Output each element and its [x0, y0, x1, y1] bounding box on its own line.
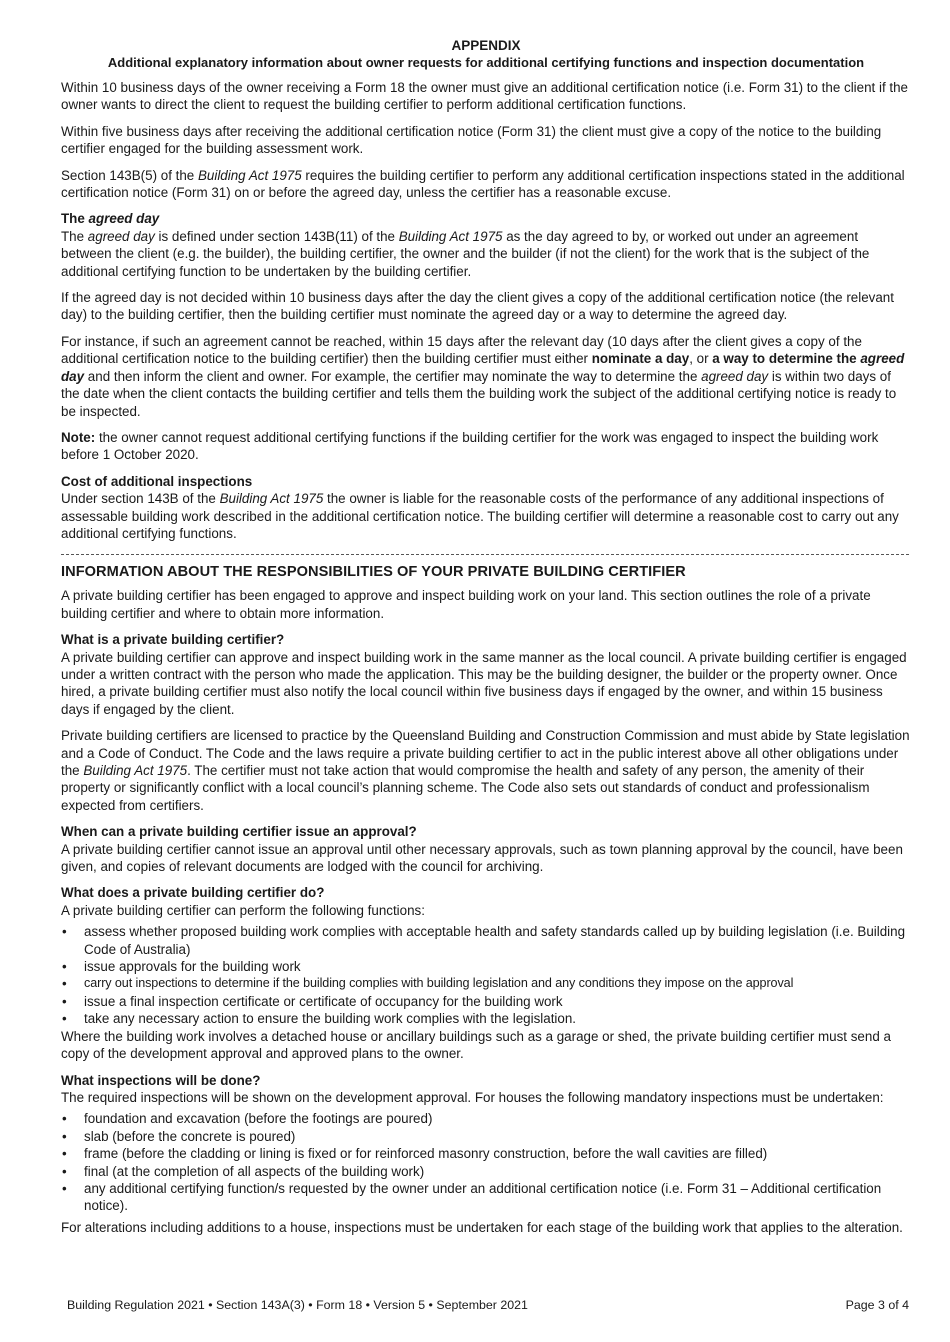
when-heading: When can a private building certifier issue an approval?	[61, 824, 417, 840]
section-divider	[61, 554, 909, 555]
appendix-subtitle: Additional explanatory information about owner requests for additional certifying functions and inspection documentation	[107, 55, 865, 70]
inspections-list	[61, 1110, 911, 1214]
cost-heading: Cost of additional inspections	[61, 473, 253, 489]
bullet-icon: •	[62, 1011, 67, 1027]
footer-reference: Building Regulation 2021 • Section 143A(3) • Form 18 • Version 5 • September 2021	[67, 1298, 528, 1312]
appendix-paragraph-2: Within five business days after receiving the additional certification notice (Form 31) the client must give a copy of the notice to the building certifier engaged for the building assessment work.	[61, 123, 882, 157]
does-after: Where the building work involves a detached house or ancillary buildings such as a garage or shed, the private building certifier must send a copy of the development approval and approved plans to the owner.	[61, 1028, 891, 1062]
list-item: • frame (before the cladding or lining is fixed or for reinforced masonry construction, before the wall cavities are filled)	[62, 1146, 768, 1162]
list-item: • assess whether proposed building work complies with acceptable health and safety standards called up by building legislation (i.e. Building Code of Australia)	[62, 924, 906, 957]
bullet-icon: •	[62, 976, 67, 992]
list-item: • slab (before the concrete is poured)	[62, 1128, 296, 1144]
what-is-heading: What is a private building certifier?	[61, 632, 285, 648]
page-number: Page 3 of 4	[845, 1298, 909, 1312]
appendix-paragraph-3: Section 143B(5) of the Building Act 1975 requires the building certifier to perform any additional certification inspections stated in the additional certification notice (Form 31) on or before the agreed day, unless the certifier has a reasonable excuse.	[61, 167, 905, 201]
list-item: • take any necessary action to ensure the building work complies with the legislation.	[62, 1011, 577, 1027]
list-item: • issue approvals for the building work	[62, 959, 301, 975]
bullet-icon: •	[62, 1128, 67, 1144]
bullet-icon: •	[62, 959, 67, 975]
what-is-paragraph-2: Private building certifiers are licensed to practice by the Queensland Building and Construction Commission and must abide by State legislation and a Code of Conduct. The Code and the laws require a private building certifier to act in the public interest above all other obligations under the Building Act 1975. The certifier must not take action that would compromise the health and safety of any person, the amenity of their property or significantly conflict with a local council’s planning scheme. The Code also sets out standards of conduct and professionalism expected from certifiers.	[61, 728, 910, 813]
cost-paragraph: Under section 143B of the Building Act 1975 the owner is liable for the reasonable costs of the performance of any additional inspections of assessable building work described in the additional certification notice. The building certifier will determine a reasonable cost to carry out any additional certifying functions.	[61, 491, 899, 541]
list-item: • foundation and excavation (before the footings are poured)	[62, 1111, 433, 1127]
bullet-icon: •	[62, 924, 67, 940]
document-page	[61, 37, 911, 1245]
inspections-intro: The required inspections will be shown on the development approval. For houses the following mandatory inspections must be undertaken:	[61, 1089, 884, 1105]
what-is-paragraph-1: A private building certifier can approve and inspect building work in the same manner as the local council. A private building certifier is engaged under a written contract with the person who made the application. This may be the building designer, the builder or the property owner. Once hired, a private building certifier must also notify the local council within five business days if engaged by the owner, and within 15 business days if engaged by the client.	[61, 649, 907, 717]
list-item: • final (at the completion of all aspects of the building work)	[62, 1163, 425, 1179]
bullet-icon: •	[62, 1163, 67, 1179]
bullet-icon: •	[62, 1111, 67, 1127]
does-intro: A private building certifier can perform the following functions:	[61, 902, 425, 918]
does-heading: What does a private building certifier do?	[61, 885, 325, 901]
info-section-title: INFORMATION ABOUT THE RESPONSIBILITIES OF YOUR PRIVATE BUILDING CERTIFIER	[61, 564, 686, 581]
bullet-icon: •	[62, 993, 67, 1009]
inspections-heading: What inspections will be done?	[61, 1072, 261, 1088]
agreed-day-heading: The agreed day	[61, 211, 160, 227]
list-item: • any additional certifying function/s requested by the owner under an additional certification notice (i.e. Form 31 – Additional certification notice).	[62, 1180, 882, 1214]
agreed-day-paragraph-2: If the agreed day is not decided within 10 business days after the day the client gives a copy of the additional certification notice (the relevant day) to the building certifier, then the building certifier must nominate the agreed day or a way to determine the agreed day.	[61, 290, 894, 323]
agreed-day-paragraph-1: The agreed day is defined under section 143B(11) of the Building Act 1975 as the day agreed to by, or worked out under an agreement between the client (e.g. the builder), the building certifier, the owner and the builder (if not the client) for the work that is the subject of the additional certifying function to be undertaken by the building certifier.	[61, 228, 870, 279]
appendix-title: APPENDIX	[451, 38, 521, 53]
bullet-icon: •	[62, 1180, 67, 1196]
appendix-paragraph-1: Within 10 business days of the owner receiving a Form 18 the owner must give an additional certification notice (i.e. Form 31) to the client if the owner wants to direct the client to request the building certifier to perform additional certification functions.	[61, 80, 909, 113]
list-item: • carry out inspections to determine if the building complies with building legislation and any conditions they impose on the approval	[62, 976, 794, 992]
info-intro: A private building certifier has been engaged to approve and inspect building work on your land. This section outlines the role of a private building certifier and where to obtain more information.	[61, 588, 871, 621]
when-paragraph: A private building certifier cannot issue an approval until other necessary approvals, such as town planning approval by the council, have been given, and copies of relevant documents are lodged with the council for archiving.	[61, 841, 903, 875]
note-paragraph: Note: the owner cannot request additional certifying functions if the building certifier for the work was engaged to inspect the building work before 1 October 2020.	[61, 429, 879, 463]
list-item: • issue a final inspection certificate or certificate of occupancy for the building work	[62, 993, 563, 1009]
inspections-after: For alterations including additions to a house, inspections must be undertaken for each stage of the building work that applies to the alteration.	[61, 1219, 903, 1235]
agreed-day-paragraph-3: For instance, if such an agreement cannot be reached, within 15 days after the relevant day (10 days after the client gives a copy of the additional certification notice to the building certifier) then the building certifier must either nominate a day, or a way to determine the agreed day and then inform the client and owner. For example, the certifier may nominate the way to determine the agreed day is within two days of the date when the client contacts the building certifier and tells them the building work the subject of the additional certifying notice is ready to be inspected.	[61, 333, 905, 419]
bullet-icon: •	[62, 1146, 67, 1162]
does-list	[61, 923, 911, 1027]
